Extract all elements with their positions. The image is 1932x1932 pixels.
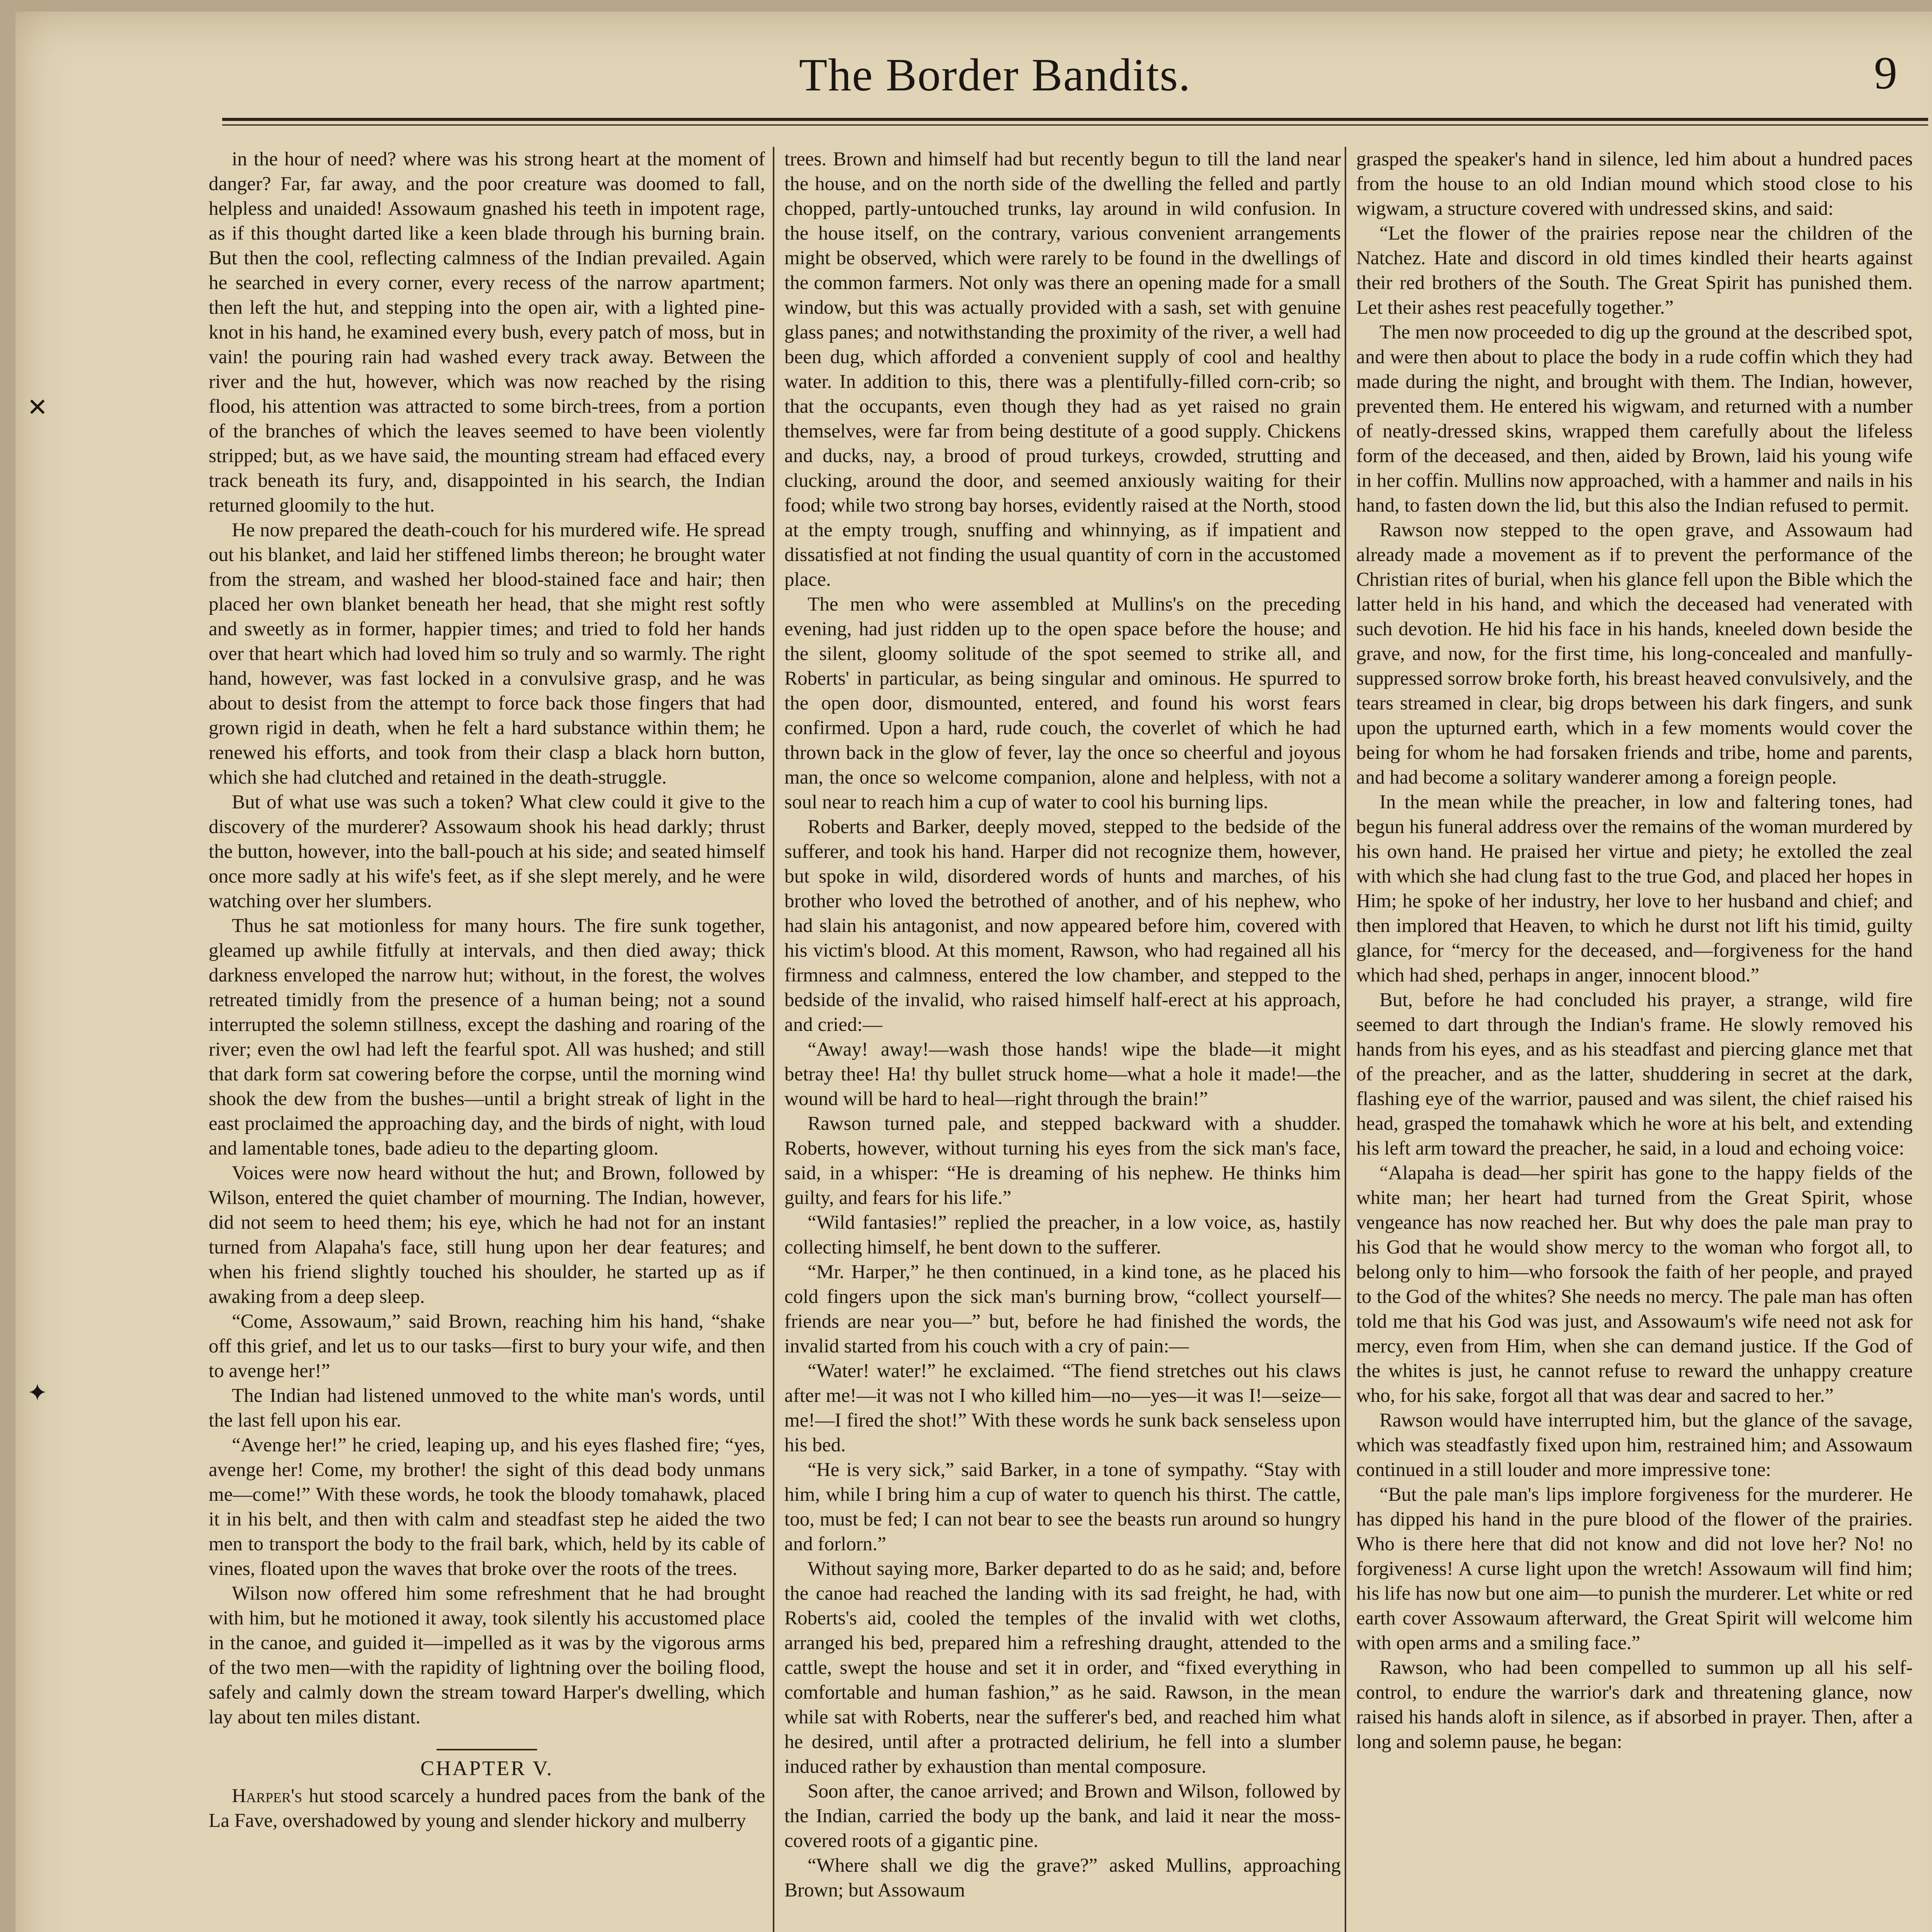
header-rule-thin xyxy=(222,124,1928,126)
page-title: The Border Bandits. xyxy=(799,49,1191,100)
paragraph: “Come, Assowaum,” said Brown, reaching him his hand, “shake off this grief, and let us to our tasks—first to bury your wife, and then to avenge her!” xyxy=(209,1311,765,1382)
paragraph: trees. Brown and himself had but recently begun to till the land near the house, and on the north side of the dwelling the felled and partly chopped, partly-untouched trunks, lay around in wild confusion. In the house itself, on the contrary, various convenient arrangements might be observed, which were rarely to be found in the dwellings of the common farmers. Not only was there an opening made for a small window, but this was actually provided with a sash, set with genuine glass panes; and notwithstanding the proximity of the river, a well had been dug, which afforded a convenient supply of cool and healthy water. In addition to this, there was a plentifully-filled corn-crib; so that the occupants, even though they had as yet raised no grain themselves, were far from being destitute of a good supply. Chickens and ducks, nay, a brood of proud turkeys, crowded, strutting and clucking, around the door, and seemed anxiously waiting for their food; while two strong bay horses, evidently raised at the North, stood at the empty trough, snuffing and whinnying, as if impatient and dissatisfied at not finding the usual quantity of corn in the accustomed place. xyxy=(784,148,1341,590)
paragraph: Rawson now stepped to the open grave, and Assowaum had already made a movement as if to prevent the performance of the Christian rites of burial, when his glance fell upon the Bible which the latter held in his hand, and which the deceased had venerated with such devotion. He hid his face in his hands, kneeled down beside the grave, and now, for the first time, his long-concealed and manfully-suppressed sorrow broke forth, his breast heaved convulsively, and the tears streamed in clear, big drops between his dark fingers, and sunk upon the upturned earth, which in a few moments would cover the being for whom he had forsaken friends and tribe, home and parents, and had become a solitary wanderer among a foreign people. xyxy=(1356,519,1913,788)
column-2 xyxy=(784,147,1341,1932)
paragraph: Thus he sat motionless for many hours. The fire sunk together, gleamed up awhile fitfully at intervals, and then died away; thick darkness enveloped the narrow hut; without, in the forest, the wolves retreated timidly from the presence of a human being; not a sound interrupted the solemn stillness, except the dashing and roaring of the river; even the owl had left the fearful spot. All was hushed; and still that dark form sat cowering before the corpse, until the morning wind shook the dew from the bushes—until a bright streak of light in the east proclaimed the approaching day, and the birds of night, with loud and lamentable tones, bade adieu to the departing gloom. xyxy=(209,915,765,1159)
chapter-lead-word: Harper's xyxy=(232,1785,303,1807)
chapter-rule xyxy=(437,1749,537,1750)
paragraph: “But the pale man's lips implore forgiveness for the murderer. He has dipped his hand in the pure blood of the flower of the prairies. Who is there here that did not know and did not love her? No! no forgiveness! A curse light upon the wretch! Assowaum will find him; his life has now but one aim—to punish the murderer. Let white or red earth cover Assowaum afterward, the Great Spirit will welcome him with open arms and a smiling face.” xyxy=(1356,1484,1913,1654)
paragraph: “Where shall we dig the grave?” asked Mullins, approaching Brown; but Assowaum xyxy=(784,1855,1341,1901)
column-divider xyxy=(1345,147,1346,1932)
paragraph: The men who were assembled at Mullins's on the preceding evening, had just ridden up to the open space before the house; and the silent, gloomy solitude of the spot seemed to strike all, and Roberts' in particular, as being singular and ominous. He spurred to the open door, dismounted, entered, and found his worst fears confirmed. Upon a hard, rude couch, the coverlet of which he had thrown back in the glow of fever, lay the once so cheerful and joyous man, the once so welcome companion, alone and helpless, with not a soul near to reach him a cup of water to cool his burning lips. xyxy=(784,594,1341,813)
paragraph: Rawson would have interrupted him, but the glance of the savage, which was steadfastly fixed upon him, restrained him; and Assowaum continued in a still louder and more impressive tone: xyxy=(1356,1410,1913,1481)
paragraph: The men now proceeded to dig up the ground at the described spot, and were then about to place the body in a rude coffin which they had made during the night, and brought with them. The Indian, however, prevented them. He entered his wigwam, and returned with a number of neatly-dressed skins, wrapped them carefully about the lifeless form of the deceased, and then, aided by Brown, laid his young wife in her coffin. Mullins now approached, with a hammer and nails in his hand, to fasten down the lid, but this also the Indian refused to permit. xyxy=(1356,321,1913,516)
paragraph: “He is very sick,” said Barker, in a tone of sympathy. “Stay with him, while I bring him a cup of water to quench his thirst. The cattle, too, must be fed; I can not bear to see the beasts run around so hungry and forlorn.” xyxy=(784,1459,1341,1555)
paragraph: In the mean while the preacher, in low and faltering tones, had begun his funeral address over the remains of the woman murdered by his own hand. He praised her virtue and piety; he extolled the zeal with which she had clung fast to the true God, and placed her hopes in Him; he spoke of her industry, her love to her husband and chief; and then implored that Heaven, to which he durst not lift his timid, guilty glance, for “mercy for the deceased, and—forgiveness for the hand which had shed, perhaps in anger, innocent blood.” xyxy=(1356,791,1913,986)
column-divider xyxy=(773,147,774,1932)
paragraph: Rawson, who had been compelled to summon up all his self-control, to endure the warrior's dark and threatening glance, now raised his hands aloft in silence, as if absorbed in prayer. Then, after a long and solemn pause, he began: xyxy=(1356,1657,1913,1753)
page-number: 9 xyxy=(1874,47,1897,99)
column-1 xyxy=(209,147,765,1932)
paragraph: Soon after, the canoe arrived; and Brown and Wilson, followed by the Indian, carried the body up the bank, and laid it near the moss-covered roots of a gigantic pine. xyxy=(784,1781,1341,1852)
paragraph: “Away! away!—wash those hands! wipe the blade—it might betray thee! Ha! thy bullet struck home—what a hole it made!—the wound will be hard to heal—right through the brain!” xyxy=(784,1039,1341,1110)
paragraph: Wilson now offered him some refreshment that he had brought with him, but he motioned it away, took silently his accustomed place in the canoe, and guided it—impelled as it was by the vigorous arms of the two men—with the rapidity of lightning over the boiling flood, safely and calmly down the stream toward Harper's dwelling, which lay about ten miles distant. xyxy=(209,1583,765,1728)
paragraph: “Mr. Harper,” he then continued, in a kind tone, as he placed his cold fingers upon the sick man's burning brow, “collect yourself—friends are near you—” but, before he had finished the words, the invalid started from his couch with a cry of pain:— xyxy=(784,1261,1341,1357)
paragraph: in the hour of need? where was his strong heart at the moment of danger? Far, far away, and the poor creature was doomed to fall, helpless and unaided! Assowaum gnashed his teeth in impotent rage, as if this thought darted like a keen blade through his burning brain. But then the cool, reflecting calmness of the Indian prevailed. Again he searched in every corner, every recess of the narrow apartment; then left the hut, and stepping into the open air, with a lighted pine-knot in his hand, he examined every bush, every patch of moss, but in vain! the pouring rain had washed every track away. Between the river and the hut, however, which was now reached by the rising flood, his attention was attracted to some birch-trees, from a portion of the branches of which the leaves seemed to have been violently stripped; but, as we have said, the mounting stream had effaced every track beneath its fury, and, disappointed in his search, the Indian returned gloomily to the hut. xyxy=(209,148,765,516)
chapter-opening-paragraph xyxy=(209,1784,765,1833)
chapter-opening-text: hut stood scarcely a hundred paces from the bank of the La Fave, overshadowed by young and slender hickory and mulberry xyxy=(209,1785,765,1832)
binding-stitch-icon: ✦ xyxy=(27,1379,48,1406)
paragraph: Rawson turned pale, and stepped backward with a shudder. Roberts, however, without turning his eyes from the sick man's face, said, in a whisper: “He is dreaming of his nephew. He thinks him guilty, and fears for his life.” xyxy=(784,1113,1341,1209)
chapter-heading: CHAPTER V. xyxy=(420,1757,554,1780)
paragraph: “Let the flower of the prairies repose near the children of the Natchez. Hate and discord in old times kindled their hearts against their red brothers of the South. The Great Spirit has punished them. Let their ashes rest peacefully together.” xyxy=(1356,223,1913,318)
paragraph: Without saying more, Barker departed to do as he said; and, before the canoe had reached the landing with its sad freight, he had, with Roberts's aid, cooled the temples of the invalid with wet cloths, arranged his bed, prepared him a refreshing draught, attended to the cattle, swept the house and set it in order, and “fixed everything in comfortable and human fashion,” as he said. Rawson, in the mean while sat with Roberts, near the sufferer's bed, and reached him what he desired, until after a protracted delirium, he fell into a slumber induced rather by exhaustion than mental composure. xyxy=(784,1558,1341,1777)
paragraph: Roberts and Barker, deeply moved, stepped to the bedside of the sufferer, and took his hand. Harper did not recognize them, however, but spoke in wild, disordered words of hunts and marches, of his brother who loved the betrothed of another, and of his nephew, who had slain his antagonist, and now appeared before him, covered with his victim's blood. At this moment, Rawson, who had regained all his firmness and calmness, entered the low chamber, and stepped to the bedside of the invalid, who raised himself half-erect at his approach, and cried:— xyxy=(784,816,1341,1036)
paragraph: “Water! water!” he exclaimed. “The fiend stretches out his claws after me!—it was not I who killed him—no—yes—it was I!—seize—me!—I fired the shot!” With these words he sunk back senseless upon his bed. xyxy=(784,1360,1341,1456)
paragraph: Voices were now heard without the hut; and Brown, followed by Wilson, entered the quiet chamber of mourning. The Indian, however, did not seem to heed them; his eye, which he had not for an instant turned from Alapaha's face, still hung upon her dear features; and when his friend slightly touched his shoulder, he started up as if awaking from a deep sleep. xyxy=(209,1162,765,1308)
paragraph: But of what use was such a token? What clew could it give to the discovery of the murderer? Assowaum shook his head darkly; thrust the button, however, into the ball-pouch at his side; and seated himself once more sadly at his wife's feet, as if she slept merely, and he were watching over her slumbers. xyxy=(209,791,765,912)
header-rule-thick xyxy=(222,118,1928,121)
binding-stitch-icon: ✕ xyxy=(27,394,48,421)
paragraph: But, before he had concluded his prayer, a strange, wild fire seemed to dart through the Indian's frame. He slowly removed his hands from his eyes, and as his steadfast and piercing glance met that of the preacher, and as the latter, shuddering in secret at the dark, flashing eye of the warrior, paused and was silent, the chief raised his head, grasped the tomahawk which he wore at his belt, and extending his left arm toward the preacher, he said, in a loud and echoing voice: xyxy=(1356,989,1913,1159)
paragraph: The Indian had listened unmoved to the white man's words, until the last fell upon his ear. xyxy=(209,1385,765,1431)
paragraph: grasped the speaker's hand in silence, led him about a hundred paces from the house to an old Indian mound which stood close to his wigwam, a structure covered with undressed skins, and said: xyxy=(1356,148,1913,219)
paragraph: “Avenge her!” he cried, leaping up, and his eyes flashed fire; “yes, avenge her! Come, my brother! the sight of this dead body unmans me—come!” With these words, he took the bloody tomahawk, placed it in his belt, and then with calm and steadfast step he aided the two men to transport the body to the frail bark, which, held by its cable of vines, floated upon the waves that broke over the roots of the trees. xyxy=(209,1434,765,1580)
paragraph: “Wild fantasies!” replied the preacher, in a low voice, as, hastily collecting himself, he bent down to the sufferer. xyxy=(784,1212,1341,1258)
paragraph: He now prepared the death-couch for his murdered wife. He spread out his blanket, and laid her stiffened limbs thereon; he brought water from the stream, and washed her blood-stained face and hair; then placed her own blanket beneath her head, that she might rest softly and sweetly as in former, happier times; and tried to fold her hands over that heart which had loved him so truly and so warmly. The right hand, however, was fast locked in a convulsive grasp, and he was about to desist from the attempt to force back those fingers that had grown rigid in death, when he felt a hard substance within them; he renewed his efforts, and took from their clasp a black horn button, which she had clutched and retained in the death-struggle. xyxy=(209,519,765,788)
paragraph: “Alapaha is dead—her spirit has gone to the happy fields of the white man; her heart had turned from the Great Spirit, whose vengeance has now reached her. But why does the pale man pray to his God that he would show mercy to the woman who forgot all, to belong only to him—who forsook the faith of her people, and prayed to the God of the whites? She needs no mercy. The pale man has often told me that his God was just, and Assowaum's wife need not ask for mercy, even from Him, when she can demand justice. If the God of the whites is just, he cannot refuse to reward the unhappy creature who, for his sake, forgot all that was dear and sacred to her.” xyxy=(1356,1162,1913,1406)
column-3 xyxy=(1356,147,1913,1932)
newspaper-page xyxy=(15,12,1932,1932)
